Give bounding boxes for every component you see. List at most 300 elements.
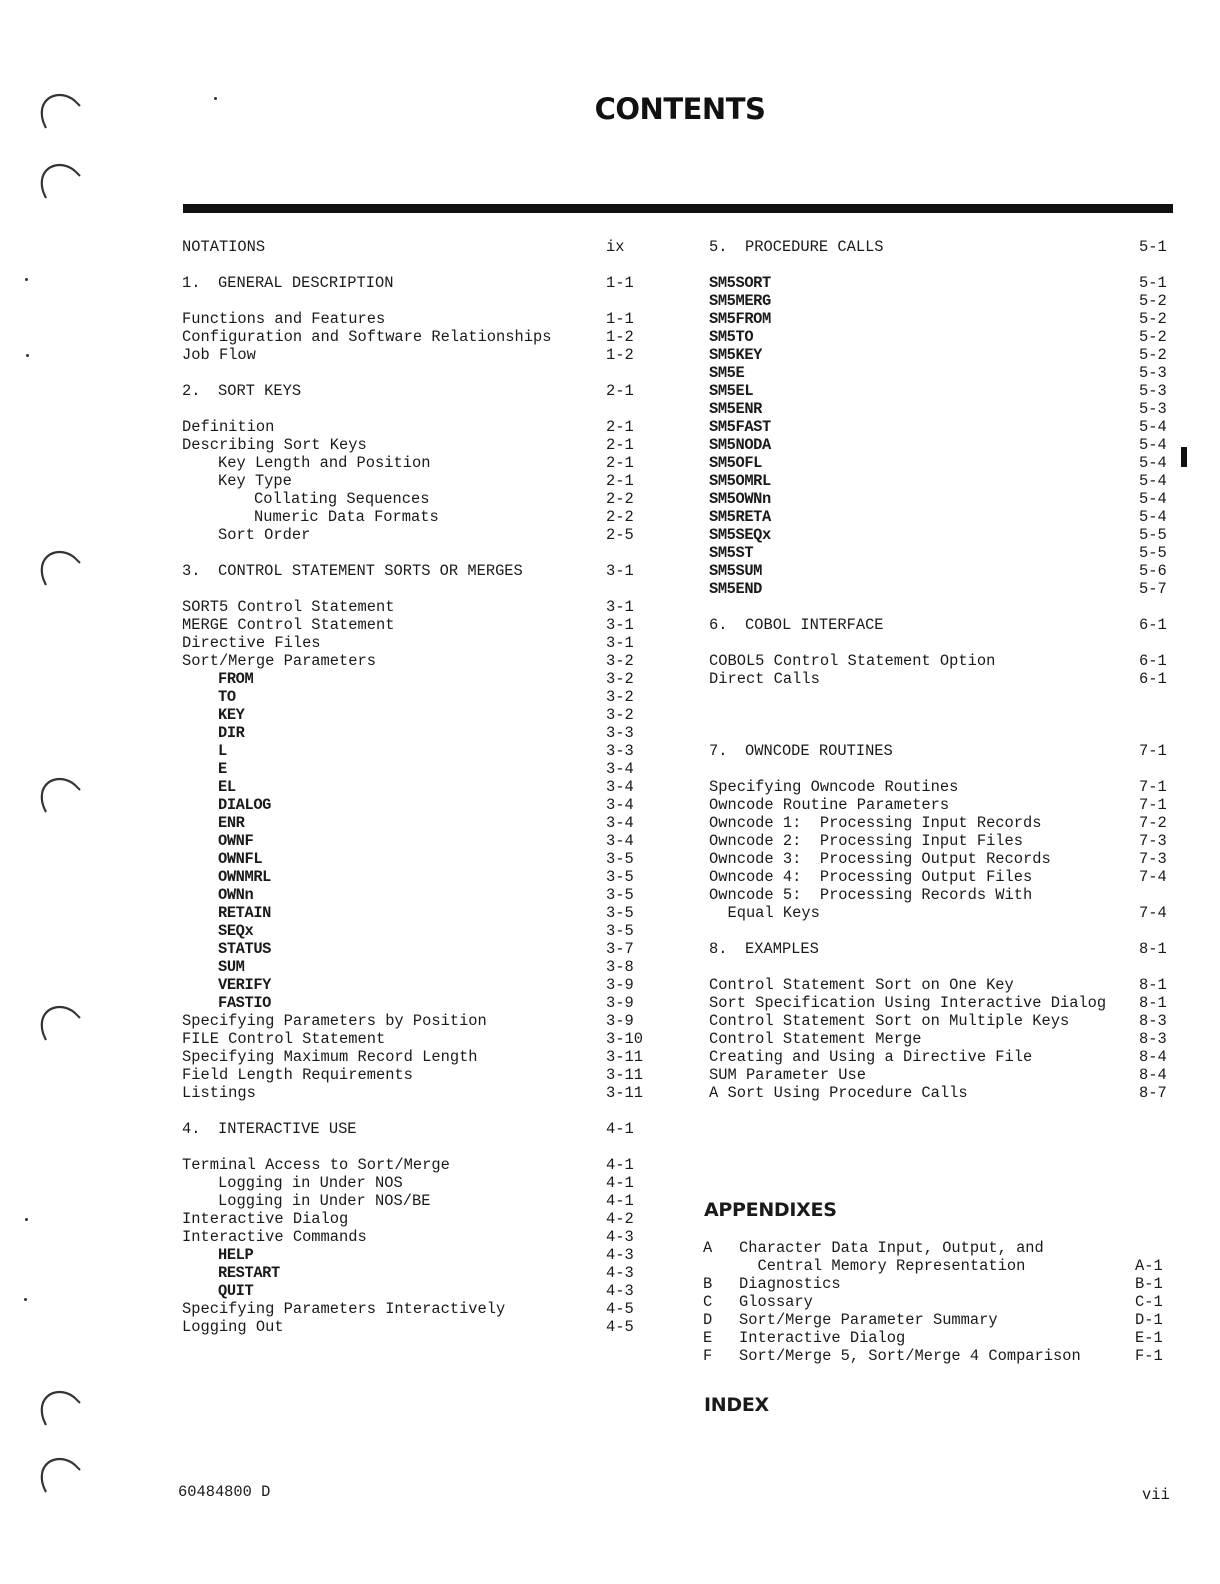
toc-entry (176, 1084, 643, 1102)
toc-page-number: 4-3 (606, 1228, 634, 1246)
section-number: 5. (709, 238, 728, 256)
toc-page-number: 3-5 (606, 868, 634, 886)
toc-entry-title: Definition (182, 418, 275, 436)
toc-entry (176, 1012, 636, 1030)
toc-entry-title: FASTIO (218, 994, 272, 1012)
toc-entry (703, 1066, 1173, 1084)
toc-page-number: 2-1 (606, 382, 634, 400)
appendix-entry (703, 1329, 1173, 1347)
toc-entry-title: ENR (218, 814, 245, 832)
toc-entry (703, 418, 1173, 436)
appendix-title: Interactive Dialog (739, 1329, 906, 1347)
punch-hole-icon (36, 772, 82, 818)
toc-entry (176, 670, 636, 688)
toc-entry-title: Owncode 2: Processing Input Files (709, 832, 1024, 850)
toc-entry (176, 1030, 643, 1048)
toc-page-number: ix (606, 238, 625, 256)
toc-entry-title: SM5E (709, 364, 745, 382)
appendix-page-number: A-1 (1135, 1257, 1163, 1275)
appendix-page-number: D-1 (1135, 1311, 1163, 1329)
punch-hole-icon (36, 1000, 82, 1046)
toc-section-heading (703, 238, 1173, 256)
toc-entry-title: SEQx (218, 922, 254, 940)
toc-entry-title: SM5RETA (709, 508, 771, 526)
toc-entry (176, 328, 636, 346)
toc-right-column (703, 238, 1173, 1102)
toc-entry-title: Specifying Parameters by Position (182, 1012, 487, 1030)
toc-section-heading (176, 274, 636, 292)
punch-hole-icon (36, 1385, 82, 1431)
index-heading: INDEX (704, 1394, 769, 1416)
toc-page-number: 4-1 (606, 1174, 634, 1192)
toc-page-number: 7-2 (1139, 814, 1167, 832)
toc-page-number: 8-4 (1139, 1066, 1167, 1084)
toc-page-number: 8-1 (1139, 976, 1167, 994)
toc-entry (176, 724, 636, 742)
toc-entry-title: SM5NODA (709, 436, 771, 454)
toc-entry-title: Logging in Under NOS (218, 1174, 403, 1192)
toc-page-number: 5-2 (1139, 346, 1167, 364)
toc-page-number: 2-2 (606, 508, 634, 526)
section-title: CONTROL STATEMENT SORTS OR MERGES (218, 562, 523, 580)
toc-entry-title: SM5SEQx (709, 526, 771, 544)
toc-page-number: 3-2 (606, 652, 634, 670)
appendix-page-number: B-1 (1135, 1275, 1163, 1293)
appendix-entry (703, 1239, 1173, 1275)
toc-entry-title: Sort Order (218, 526, 311, 544)
toc-page-number: 3-5 (606, 886, 634, 904)
toc-page-number: 6-1 (1139, 616, 1167, 634)
toc-entry (176, 598, 636, 616)
toc-page-number: 2-1 (606, 436, 634, 454)
toc-entry-title: Functions and Features (182, 310, 386, 328)
toc-page-number: 7-4 (1139, 868, 1167, 886)
toc-page-number: 3-4 (606, 832, 634, 850)
toc-page-number: 3-4 (606, 778, 634, 796)
toc-page-number: 5-4 (1139, 508, 1167, 526)
toc-page-number: 7-1 (1139, 742, 1167, 760)
section-number: 7. (709, 742, 728, 760)
toc-page-number: 5-1 (1139, 238, 1167, 256)
toc-page-number: 6-1 (1139, 652, 1167, 670)
toc-entry-title: Listings (182, 1084, 256, 1102)
toc-entry-title: Configuration and Software Relationships (182, 328, 552, 346)
appendix-title: Character Data Input, Output, and (739, 1239, 1044, 1257)
toc-page-number: 5-3 (1139, 382, 1167, 400)
toc-entry-title: FROM (218, 670, 254, 688)
appendix-letter: A (703, 1239, 713, 1257)
toc-page-number: 3-1 (606, 634, 634, 652)
toc-entry-title: KEY (218, 706, 245, 724)
toc-entry-title: Direct Calls (709, 670, 820, 688)
toc-entry-title (182, 1120, 357, 1138)
toc-page-number: 5-4 (1139, 436, 1167, 454)
toc-entry (176, 706, 636, 724)
toc-entry-title: SORT5 Control Statement (182, 598, 395, 616)
toc-entry-title: DIR (218, 724, 245, 742)
appendix-page-number: F-1 (1135, 1347, 1163, 1365)
toc-entry (176, 868, 636, 886)
toc-entry (703, 436, 1173, 454)
toc-entry (176, 958, 636, 976)
toc-entry-title: SM5TO (709, 328, 754, 346)
toc-entry (176, 436, 636, 454)
toc-page-number: 3-2 (606, 670, 634, 688)
spacer (703, 688, 1173, 724)
appendix-entry (703, 1347, 1173, 1365)
scan-speck (26, 354, 29, 357)
toc-page-number: 1-1 (606, 310, 634, 328)
toc-entry-title: Logging Out (182, 1318, 284, 1336)
toc-entry (176, 814, 636, 832)
change-bar (1181, 447, 1187, 467)
scan-speck (25, 1218, 28, 1221)
toc-entry (176, 346, 636, 364)
toc-entry (703, 670, 1173, 688)
toc-entry-title: SM5ST (709, 544, 754, 562)
toc-entry (703, 832, 1173, 850)
toc-entry-title (709, 616, 884, 634)
toc-entry-title: OWNFL (218, 850, 263, 868)
toc-entry-title: SM5SORT (709, 274, 771, 292)
toc-entry-title (709, 742, 893, 760)
toc-entry-title: SM5FROM (709, 310, 771, 328)
section-title: INTERACTIVE USE (218, 1120, 357, 1138)
toc-page-number: 3-2 (606, 688, 634, 706)
toc-page-number: 5-5 (1139, 526, 1167, 544)
toc-page-number: 3-9 (606, 994, 634, 1012)
toc-entry (703, 328, 1173, 346)
toc-entry-title: Control Statement Sort on One Key (709, 976, 1014, 994)
punch-hole-icon (36, 1452, 82, 1498)
toc-entry-title: STATUS (218, 940, 272, 958)
section-title: PROCEDURE CALLS (745, 238, 884, 256)
toc-entry-title: OWNF (218, 832, 254, 850)
section-number: 3. (182, 562, 201, 580)
toc-page-number: 6-1 (1139, 670, 1167, 688)
toc-page-number: 3-5 (606, 850, 634, 868)
toc-section-heading (703, 742, 1173, 760)
toc-entry-title: Collating Sequences (254, 490, 430, 508)
toc-page-number: 8-3 (1139, 1012, 1167, 1030)
toc-entry (176, 1048, 643, 1066)
toc-page-number: 2-1 (606, 472, 634, 490)
toc-entry-title: SM5OMRL (709, 472, 771, 490)
appendix-letter: B (703, 1275, 713, 1293)
toc-page-number: 8-3 (1139, 1030, 1167, 1048)
toc-entry-title: SM5EL (709, 382, 754, 400)
toc-page-number: 7-3 (1139, 832, 1167, 850)
toc-entry-title: Owncode 1: Processing Input Records (709, 814, 1042, 832)
toc-entry-title: Owncode 3: Processing Output Records (709, 850, 1051, 868)
toc-entry-title (709, 238, 884, 256)
appendix-letter: C (703, 1293, 713, 1311)
toc-page-number: 7-1 (1139, 778, 1167, 796)
appendixes-list (703, 1239, 1173, 1365)
appendix-letter: F (703, 1347, 713, 1365)
section-number: 1. (182, 274, 201, 292)
toc-entry (176, 472, 636, 490)
toc-entry (176, 310, 636, 328)
toc-entry-title: Interactive Dialog (182, 1210, 349, 1228)
toc-entry-title: COBOL5 Control Statement Option (709, 652, 996, 670)
section-title: OWNCODE ROUTINES (745, 742, 893, 760)
toc-entry (176, 1066, 643, 1084)
toc-page-number: 8-1 (1139, 994, 1167, 1012)
toc-entry (703, 274, 1173, 292)
toc-page-number: 5-2 (1139, 328, 1167, 346)
toc-page-number: 1-2 (606, 328, 634, 346)
toc-entry-title: OWNn (218, 886, 254, 904)
document-number: 60484800 D (178, 1483, 271, 1501)
section-title: COBOL INTERFACE (745, 616, 884, 634)
toc-page-number: 8-4 (1139, 1048, 1167, 1066)
toc-page-number: 7-1 (1139, 796, 1167, 814)
toc-page-number: 5-1 (1139, 274, 1167, 292)
toc-page-number: 5-7 (1139, 580, 1167, 598)
toc-entry (176, 1318, 636, 1336)
toc-page-number: 2-2 (606, 490, 634, 508)
toc-entry-title: SUM (218, 958, 245, 976)
toc-entry-title: L (218, 742, 227, 760)
toc-entry (176, 1264, 636, 1282)
toc-page-number: 5-4 (1139, 472, 1167, 490)
toc-entry-title: Interactive Commands (182, 1228, 367, 1246)
section-title: GENERAL DESCRIPTION (218, 274, 394, 292)
toc-entry (703, 544, 1173, 562)
toc-entry (176, 526, 636, 544)
toc-entry-title: Sort Specification Using Interactive Dialog (709, 994, 1107, 1012)
toc-entry-title: SM5OWNn (709, 490, 771, 508)
appendix-page-number: C-1 (1135, 1293, 1163, 1311)
appendix-entry (703, 1311, 1173, 1329)
toc-page-number: 2-5 (606, 526, 634, 544)
toc-entry (176, 1282, 636, 1300)
toc-page-number: 3-1 (606, 616, 634, 634)
scan-speck (214, 97, 217, 100)
toc-page-number: 4-3 (606, 1264, 634, 1282)
toc-page-number: 3-1 (606, 562, 634, 580)
toc-entry (176, 508, 636, 526)
page-title: CONTENTS (594, 92, 766, 126)
toc-entry (703, 1084, 1173, 1102)
toc-entry-title: Describing Sort Keys (182, 436, 367, 454)
toc-entry-title: OWNMRL (218, 868, 272, 886)
appendix-title: Glossary (739, 1293, 813, 1311)
toc-page-number: 4-2 (606, 1210, 634, 1228)
toc-page-number: 3-9 (606, 1012, 634, 1030)
toc-entry (176, 418, 636, 436)
toc-entry (176, 976, 636, 994)
appendix-title: Sort/Merge 5, Sort/Merge 4 Comparison (739, 1347, 1081, 1365)
toc-entry (703, 526, 1173, 544)
toc-entry (176, 832, 636, 850)
toc-entry-title (182, 382, 301, 400)
section-title: SORT KEYS (218, 382, 302, 400)
appendix-title: Diagnostics (739, 1275, 841, 1293)
toc-entry-title: SM5SUM (709, 562, 763, 580)
toc-entry (703, 454, 1173, 472)
toc-page-number: 5-6 (1139, 562, 1167, 580)
toc-entry (176, 778, 636, 796)
title-rule (183, 204, 1173, 213)
punch-hole-icon (36, 545, 82, 591)
appendix-title: Sort/Merge Parameter Summary (739, 1311, 998, 1329)
toc-entry-title: SM5MERG (709, 292, 771, 310)
toc-entry (176, 490, 636, 508)
toc-page-number: 3-3 (606, 742, 634, 760)
toc-entry-title: Job Flow (182, 346, 256, 364)
toc-entry (176, 904, 636, 922)
toc-entry-title: Owncode Routine Parameters (709, 796, 950, 814)
toc-page-number: 5-3 (1139, 364, 1167, 382)
toc-entry (176, 1174, 636, 1192)
toc-entry-title: Sort/Merge Parameters (182, 652, 376, 670)
toc-entry-title: EL (218, 778, 236, 796)
toc-entry-title: Field Length Requirements (182, 1066, 413, 1084)
toc-page-number: 4-3 (606, 1282, 634, 1300)
section-number: 4. (182, 1120, 201, 1138)
toc-entry-title: Terminal Access to Sort/Merge (182, 1156, 450, 1174)
toc-entry-title: DIALOG (218, 796, 272, 814)
toc-entry (703, 1030, 1173, 1048)
punch-hole-icon (36, 158, 82, 204)
toc-entry-continuation: Equal Keys (709, 904, 820, 922)
punch-hole-icon (36, 88, 82, 134)
appendix-title-continuation: Central Memory Representation (739, 1257, 1026, 1275)
toc-entry (703, 976, 1173, 994)
toc-page-number: 4-5 (606, 1300, 634, 1318)
appendix-letter: D (703, 1311, 713, 1329)
toc-entry-title: TO (218, 688, 236, 706)
toc-section-heading (176, 382, 636, 400)
toc-entry (703, 778, 1173, 796)
toc-entry-title: MERGE Control Statement (182, 616, 395, 634)
toc-page-number: 3-4 (606, 814, 634, 832)
toc-page-number: 5-5 (1139, 544, 1167, 562)
toc-entry (176, 688, 636, 706)
toc-entry (703, 472, 1173, 490)
toc-entry (176, 1156, 636, 1174)
toc-page-number: 4-1 (606, 1192, 634, 1210)
toc-entry (703, 850, 1173, 868)
toc-entry (176, 454, 636, 472)
toc-entry (176, 1300, 636, 1318)
toc-entry (703, 1048, 1173, 1066)
toc-entry (703, 994, 1173, 1012)
toc-page-number: 2-1 (606, 418, 634, 436)
toc-page-number: 7-4 (1139, 904, 1167, 922)
appendix-entry (703, 1293, 1173, 1311)
appendix-entry (703, 1275, 1173, 1293)
toc-entry-title: Logging in Under NOS/BE (218, 1192, 431, 1210)
toc-entry (703, 814, 1173, 832)
toc-page-number: 5-4 (1139, 418, 1167, 436)
section-number: 8. (709, 940, 728, 958)
toc-page-number: 1-2 (606, 346, 634, 364)
toc-page-number: 4-3 (606, 1246, 634, 1264)
toc-entry-title: Numeric Data Formats (254, 508, 439, 526)
toc-entry-title: Creating and Using a Directive File (709, 1048, 1033, 1066)
toc-page-number: 8-7 (1139, 1084, 1167, 1102)
toc-section-heading (176, 562, 636, 580)
toc-page-number: 3-11 (606, 1048, 643, 1066)
section-title: EXAMPLES (745, 940, 819, 958)
appendixes-heading: APPENDIXES (704, 1199, 837, 1221)
toc-page-number: 4-1 (606, 1156, 634, 1174)
toc-page-number: 5-2 (1139, 292, 1167, 310)
toc-entry (176, 1246, 636, 1264)
toc-entry (176, 616, 636, 634)
toc-page-number: 5-4 (1139, 454, 1167, 472)
toc-page-number: 7-3 (1139, 850, 1167, 868)
toc-entry (703, 292, 1173, 310)
toc-entry-title: Control Statement Merge (709, 1030, 922, 1048)
toc-entry-title: Key Length and Position (218, 454, 431, 472)
toc-section-heading (703, 616, 1173, 634)
toc-entry-title: Specifying Parameters Interactively (182, 1300, 506, 1318)
toc-entry (176, 994, 636, 1012)
toc-entry-title: VERIFY (218, 976, 272, 994)
toc-entry-title: Owncode 4: Processing Output Files (709, 868, 1033, 886)
toc-page-number: 3-9 (606, 976, 634, 994)
toc-entry-title: SM5END (709, 580, 763, 598)
page-number: vii (1142, 1486, 1170, 1504)
toc-entry-title: SM5KEY (709, 346, 763, 364)
toc-entry (176, 742, 636, 760)
toc-entry (703, 652, 1173, 670)
scan-speck (24, 1298, 27, 1301)
toc-page-number: 3-2 (606, 706, 634, 724)
toc-entry (703, 886, 1173, 922)
toc-entry-title: SUM Parameter Use (709, 1066, 867, 1084)
toc-entry (176, 1192, 636, 1210)
toc-section-heading (176, 1120, 636, 1138)
toc-entry-title: Specifying Owncode Routines (709, 778, 959, 796)
toc-entry (703, 400, 1173, 418)
toc-page-number: 3-10 (606, 1030, 643, 1048)
toc-entry-title: Owncode 5: Processing Records With (709, 886, 1033, 904)
toc-left-column (176, 238, 643, 1336)
toc-page-number: 5-3 (1139, 400, 1167, 418)
section-title: NOTATIONS (182, 238, 266, 256)
toc-entry-title (709, 940, 819, 958)
toc-entry (176, 850, 636, 868)
appendix-letter: E (703, 1329, 713, 1347)
scan-speck (25, 278, 28, 281)
toc-page-number: 4-1 (606, 1120, 634, 1138)
toc-page-number: 3-5 (606, 904, 634, 922)
toc-entry-title: Directive Files (182, 634, 321, 652)
toc-entry (176, 652, 636, 670)
toc-entry (703, 580, 1173, 598)
toc-entry (176, 886, 636, 904)
toc-entry (703, 490, 1173, 508)
toc-entry-title: SM5FAST (709, 418, 771, 436)
appendix-page-number: E-1 (1135, 1329, 1163, 1347)
toc-page-number: 3-7 (606, 940, 634, 958)
toc-page-number: 3-5 (606, 922, 634, 940)
toc-entry-title: FILE Control Statement (182, 1030, 386, 1048)
toc-page-number: 3-3 (606, 724, 634, 742)
toc-page-number: 3-4 (606, 760, 634, 778)
toc-entry-title: Specifying Maximum Record Length (182, 1048, 478, 1066)
toc-page-number: 8-1 (1139, 940, 1167, 958)
toc-entry (703, 796, 1173, 814)
toc-entry (176, 760, 636, 778)
toc-entry-title: SM5ENR (709, 400, 763, 418)
toc-entry-title (182, 238, 265, 256)
